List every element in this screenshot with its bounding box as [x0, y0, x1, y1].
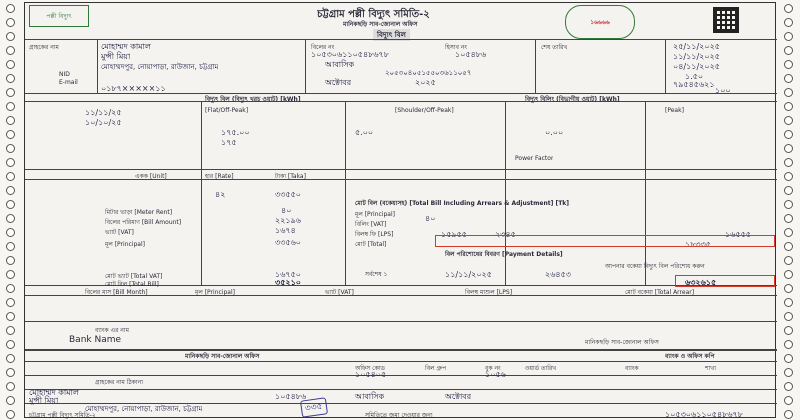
demand-charge: ৪২: [215, 190, 226, 199]
power-factor-label: Power Factor: [515, 155, 554, 162]
stub-bank-label: ব্যাংক: [625, 365, 639, 372]
bank-name-en: Bank Name: [69, 335, 122, 345]
mobile: ০১৮৭×××××১১: [101, 84, 166, 93]
units: ৫.০০: [355, 128, 374, 137]
binder-hole: [784, 228, 793, 237]
vat-label: ভ্যাট [VAT]: [105, 229, 134, 236]
binder-hole: [6, 354, 15, 363]
summary-lps-label: বিলম্ব মাশুল [LPS]: [465, 289, 513, 296]
binder-hole: [6, 46, 15, 55]
binder-hole: [784, 172, 793, 181]
payment-highlight: ৬৩২৬১৫: [685, 277, 717, 287]
arrears-col1: ৪০: [425, 214, 436, 223]
summary-month-label: বিলের মাস [Bill Month]: [85, 289, 148, 296]
stub-copy: ব্যাংক ও অফিস কপি: [665, 353, 715, 360]
payment-title: বিল পরিশোধের বিবরণ [Payment Details]: [445, 251, 563, 258]
binder-hole: [6, 410, 15, 419]
arrears-principal: ১৫৯৫৫: [441, 230, 467, 239]
binder-hole: [784, 326, 793, 335]
binder-hole: [6, 228, 15, 237]
binder-hole: [6, 396, 15, 405]
total-bill: ৩৫২১০: [275, 277, 301, 287]
peak-label: [Peak]: [665, 107, 684, 114]
bill-no: ১০৫৩০৬১১০৫৪৮৬৭৮: [311, 50, 389, 59]
binder-hole: [784, 158, 793, 167]
binder-hole: [6, 312, 15, 321]
present-reading: ১৭৫.০০: [221, 128, 250, 137]
bill-year: ২০২৫: [415, 78, 436, 87]
binder-hole: [784, 382, 793, 391]
summary-vat-label: ভ্যাট [VAT]: [325, 289, 354, 296]
org-name: চট্টগ্রাম পল্লী বিদ্যুৎ সমিতি-২: [317, 9, 430, 20]
binder-hole: [6, 32, 15, 41]
stub-address: মোহাম্মদপুর, নোয়াপাড়া, রাউজান, চট্টগ্রাম: [85, 405, 203, 413]
offpeak-label: [Shoulder/Off-Peak]: [395, 107, 454, 114]
arrears-total: ১৮৩৩৫: [685, 240, 711, 249]
binder-hole: [784, 130, 793, 139]
arrears-row-1: বিলিং [VAT]: [355, 221, 387, 228]
email-label: E-mail: [59, 79, 78, 86]
meter-rent-label: মিটার ভাড়া [Meter Rent]: [105, 209, 173, 216]
sector-label: ওয়ার্ড তারিখ: [525, 365, 557, 372]
total-vat: ১৬৭৫০: [275, 270, 301, 279]
bill-group-label: বিল গ্রুপ: [425, 365, 447, 372]
binder-hole: [784, 116, 793, 125]
binder-hole: [784, 60, 793, 69]
arrears-vat: ২৩৪৫: [495, 230, 516, 239]
stub-footer: সমিতিতে জমা দেওয়ার জন্য: [365, 412, 433, 419]
due-date-label: শেষ তারিখ: [541, 44, 568, 51]
payment-highlight-box: [675, 275, 775, 287]
bill-amount-label: বিলের পরিমাণ [Bill Amount]: [105, 219, 182, 226]
energy-charge: ৩৩৫৫০: [275, 190, 301, 199]
bill-month: অক্টোবর: [325, 78, 352, 87]
bill-no-label: বিলের নং: [311, 44, 335, 51]
binder-hole: [784, 18, 793, 27]
arrears-row-0: মূল [Principal]: [355, 211, 395, 218]
book-no: ২০৫৩০৪০৫১৫৫০৩৬১১০৫৭: [385, 69, 472, 77]
stub-month: অক্টোবর: [445, 392, 472, 401]
binder-hole: [784, 88, 793, 97]
meter-no: ৭৯৫৪৫৬২১: [673, 80, 715, 89]
binder-hole: [6, 4, 15, 13]
stub-org-footer: চট্টগ্রাম পল্লী বিদ্যুৎ সমিতি-২: [29, 412, 96, 419]
binder-hole: [784, 242, 793, 251]
binder-hole: [6, 242, 15, 251]
paid-date: ১১/১১/২০২৫: [445, 270, 492, 279]
stub-consumer-name: মোহাম্মদ কামাল: [29, 388, 79, 397]
stub-footer-number: ১০৫৩০৬১১০৫৪৮৬৭৮: [665, 410, 743, 419]
binder-hole: [784, 396, 793, 405]
binder-hole: [6, 130, 15, 139]
rate-label: একক [Unit]: [135, 173, 167, 180]
reading-unit-label: বিদ্যুৎ বিল (বিদ্যুৎ খরচ ওয়াট) [kWh]: [205, 96, 301, 103]
consumer-label: গ্রাহকের নাম: [29, 44, 59, 51]
binder-hole: [784, 312, 793, 321]
binder-hole: [784, 200, 793, 209]
meter-ohm: ১০০: [715, 86, 731, 95]
binder-hole: [6, 340, 15, 349]
issue-date: ১১/১১/২০২৫: [673, 52, 720, 61]
father-name: মুন্সী মিয়া: [101, 52, 131, 61]
binder-hole: [784, 340, 793, 349]
binder-hole: [6, 368, 15, 377]
nid-label: NID: [59, 71, 70, 78]
binder-hole: [6, 298, 15, 307]
rate2-label: হার [Rate]: [205, 173, 234, 180]
office-code: ১০৫৪০৫: [355, 370, 387, 379]
meter-rent: ৪০: [281, 206, 292, 215]
bill-amount: ২২১৯৬: [275, 216, 301, 225]
binder-hole: [784, 214, 793, 223]
binder-hole: [6, 270, 15, 279]
book-label: বুক নং: [485, 365, 501, 372]
prev-date: ১১/১১/২৫: [85, 108, 122, 117]
binder-hole: [6, 74, 15, 83]
unit2: ০.০০: [545, 128, 564, 137]
binder-hole: [6, 382, 15, 391]
binder-holes-right: [778, 0, 800, 420]
stub-office: মানিকছড়ি সাব-জোনাল অফিস: [185, 353, 260, 360]
binder-hole: [784, 46, 793, 55]
flat-peak-label: [Flat/Off-Peak]: [205, 107, 249, 114]
vat: ১৬৭৪: [275, 226, 296, 235]
binder-hole: [784, 410, 793, 419]
summary-arrear-label: মোট বকেয়া [Total Arrear]: [625, 289, 695, 296]
stub-consumer-label: গ্রাহকের নাম ঠিকানা: [95, 379, 143, 386]
stub-account: ১০৫৪৮৬: [275, 392, 307, 401]
binder-hole: [784, 102, 793, 111]
binder-hole: [784, 270, 793, 279]
stub-branch-label: শাখা: [705, 365, 716, 372]
binder-hole: [784, 4, 793, 13]
org-logo: পল্লী বিদ্যুৎ: [29, 5, 89, 27]
binder-hole: [6, 116, 15, 125]
binder-hole: [784, 256, 793, 265]
book: ১০৫৬: [485, 370, 506, 379]
qr-code-icon: [713, 7, 739, 33]
payment-note: আপনার বকেয়া বিদ্যুৎ বিল পরিশোধ করুন: [605, 263, 705, 270]
binder-hole: [6, 256, 15, 265]
curr-date: ১০/১০/২৫: [85, 118, 122, 127]
office-code-label: অফিস কোড: [355, 365, 385, 372]
load: ১.৫০: [685, 72, 704, 81]
principal-label: মূল [Principal]: [105, 241, 145, 248]
handwritten-stamp: ৩৩৫: [300, 397, 328, 417]
binder-hole: [6, 172, 15, 181]
stub-tariff: আবাসিক: [355, 392, 385, 401]
binder-hole: [6, 60, 15, 69]
account-no: ১০৫৪৮৬: [455, 50, 487, 59]
binder-hole: [784, 186, 793, 195]
consumer-name: মোহাম্মদ কামাল: [101, 42, 151, 51]
binder-holes-left: [0, 0, 22, 420]
binder-hole: [6, 186, 15, 195]
last-date-label: সর্বশেষ ১: [365, 271, 388, 278]
bill-type: বিদ্যুৎ বিল: [373, 29, 410, 41]
binder-hole: [6, 102, 15, 111]
binder-hole: [784, 368, 793, 377]
binder-hole: [784, 74, 793, 83]
binder-hole: [6, 88, 15, 97]
total-highlight-box: [435, 235, 775, 247]
arrears-row-2: বিলম্ব ফি [LPS]: [355, 231, 394, 238]
due-date: ২৫/১১/২০২৫: [673, 42, 720, 51]
binder-hole: [6, 158, 15, 167]
paid-amount: ২৬৪৫৩: [545, 270, 571, 279]
binder-hole: [6, 214, 15, 223]
binder-hole: [784, 32, 793, 41]
total-bill-label: মোট বিল [Total Bill]: [105, 281, 159, 288]
reading-rebate-label: বিদ্যুৎ বিলিং (বিভাগীয় ওয়াট) [kWh]: [525, 96, 620, 103]
arrears-title: মোট বিল (বকেয়াসহ) [Total Bill Including Arrears & Adjustment] [Tk]: [355, 200, 570, 207]
taka-label: টাকা [Taka]: [275, 173, 306, 180]
binder-hole: [784, 144, 793, 153]
binder-hole: [6, 144, 15, 153]
binder-hole: [784, 354, 793, 363]
total-vat-label: মোট ভ্যাট [Total VAT]: [105, 273, 163, 280]
account-label: হিসাব নং: [445, 44, 467, 51]
reading-date: ০৪/১১/২০২৫: [673, 62, 720, 71]
office-name: মানিকছড়ি সাব-জোনাল অফিস: [343, 21, 418, 28]
binder-hole: [6, 200, 15, 209]
summary-principal-label: মূল [Principal]: [195, 289, 235, 296]
binder-hole: [6, 284, 15, 293]
binder-hole: [784, 298, 793, 307]
binder-hole: [6, 18, 15, 27]
binder-hole: [6, 326, 15, 335]
bill-sheet: [24, 2, 776, 418]
bank-seal: মানিকছড়ি সাব-জোনাল অফিস: [585, 339, 659, 346]
stub-father-name: মুন্সী মিয়া: [29, 396, 59, 405]
tariff: আবাসিক: [325, 60, 355, 69]
principal: ৩৩৫৬০: [275, 238, 301, 247]
green-badge: ১৬৬৬৬: [565, 5, 635, 39]
address: মোহাম্মদপুর, নোয়াপাড়া, রাউজান, চট্টগ্রাম: [101, 63, 219, 71]
arrears-row-3: মোট [Total]: [355, 241, 387, 248]
binder-hole: [784, 284, 793, 293]
arrears-right-total: ১৬৫৫৫: [725, 230, 751, 239]
bank-label: ব্যাংক এর নাম: [95, 327, 129, 334]
prev-reading: ১৭৫: [221, 138, 237, 147]
